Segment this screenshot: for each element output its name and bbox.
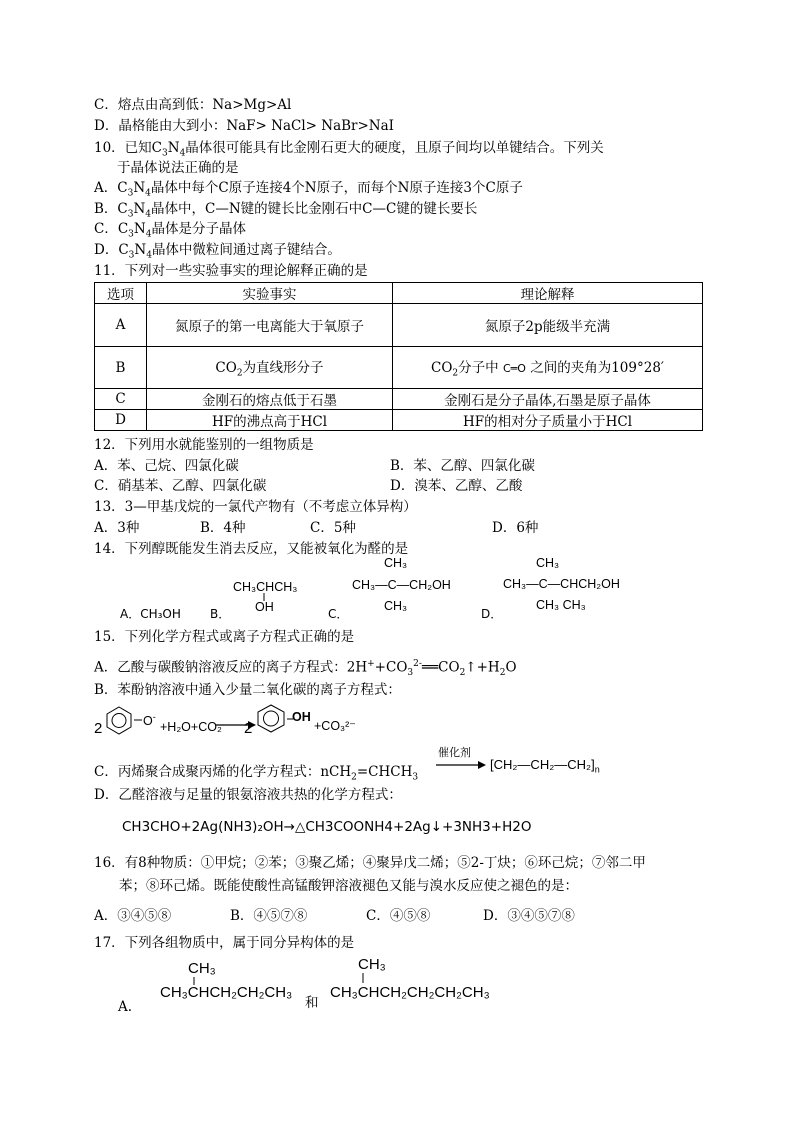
q15b-oxygen: O-	[143, 712, 156, 729]
q14-stem: 14．下列醇既能发生消去反应，又能被氧化为醛的是	[94, 541, 409, 557]
table-cell-fact: $CO_2$为直线形分子	[147, 347, 393, 389]
catalyst-label: 催化剂	[438, 747, 471, 759]
q16-option-b: B．④⑤⑦⑧	[230, 908, 308, 924]
table-row	[95, 389, 703, 410]
q14-c-top: CH₃	[384, 556, 408, 570]
q15-stem: 15．下列化学方程式或离子方程式正确的是	[94, 629, 355, 645]
q10-option-c: C．$C_3N_4$晶体是分子晶体	[94, 221, 246, 240]
q14-b-bond	[263, 593, 265, 603]
table-cell-option: A	[95, 304, 147, 347]
table-cell-reason: HF的相对分子质量小于HCl	[393, 410, 703, 431]
q12-option-c: C．硝基苯、乙醇、四氯化碳	[94, 478, 267, 494]
q10-stem-cont: 于晶体说法正确的是	[117, 160, 239, 176]
table-cell-reason: $CO_2$分子中 C═O 之间的夹角为109°28′	[393, 347, 703, 389]
q13-stem: 13．3—甲基戊烷的一氯代产物有（不考虑立体异构）	[94, 499, 417, 515]
q12-option-b: B．苯、乙醇、四氯化碳	[390, 458, 535, 474]
q14-option-d-label: D．	[481, 607, 503, 621]
q12-stem: 12．下列用水就能鉴别的一组物质是	[94, 437, 314, 453]
q15b-products: +CO₃²⁻	[314, 719, 356, 733]
q17a-right-formula: CH₃CHCH₂CH₂CH₂CH₃	[330, 984, 490, 1001]
q15-option-c: C．丙烯聚合成聚丙烯的化学方程式：$nCH_2=CHCH_3$	[94, 764, 419, 783]
table-cell-fact: 金刚石的熔点低于石墨	[147, 389, 393, 410]
q14-option-c-label: C．	[328, 607, 349, 621]
q14-b-oh: OH	[255, 600, 274, 614]
table-header-reason: 理论解释	[393, 283, 703, 304]
q15c-arrow	[436, 760, 486, 770]
q14-d-top: CH₃	[536, 556, 560, 570]
q13-option-c: C．5种	[310, 520, 356, 536]
q16-stem: 16．有8种物质：①甲烷；②苯；③聚乙烯；④聚异戊二烯；⑤2-丁炔；⑥环己烷；⑦邻二甲	[94, 855, 646, 871]
q12-option-a: A．苯、己烷、四氯化碳	[94, 458, 239, 474]
q16-option-c: C．④⑤⑧	[366, 908, 431, 924]
q9-option-d: D．晶格能由大到小：NaF> NaCl> NaBr>NaI	[94, 118, 395, 134]
table-cell-fact: 氮原子的第一电离能大于氧原子	[147, 304, 393, 347]
table-cell-reason: 金刚石是分子晶体,石墨是原子晶体	[393, 389, 703, 410]
q16-option-d: D．③④⑤⑦⑧	[483, 908, 575, 924]
q17a-and: 和	[305, 995, 319, 1011]
q14-d-main: CH₃—C—CHCH₂OH	[503, 577, 620, 591]
q17a-right-branch: CH₃	[358, 956, 386, 973]
q10-option-d: D．$C_3N_4$晶体中微粒间通过离子键结合。	[94, 242, 341, 261]
q13-option-a: A．3种	[94, 520, 140, 536]
q15-option-a: A．乙酸与碳酸钠溶液反应的离子方程式：$2H^++CO_3^{2-}══CO_2↑+H_2O$	[94, 659, 517, 679]
q17a-left-formula: CH₃CHCH₂CH₂CH₃	[160, 984, 293, 1001]
q15-option-d: D．乙醛溶液与足量的银氨溶液共热的化学方程式：	[94, 787, 402, 803]
q14-c-bottom: CH₃	[384, 599, 408, 613]
q14-c-main: CH₃—C—CH₂OH	[352, 578, 451, 592]
q13-option-d: D．6种	[492, 520, 539, 536]
table-row	[95, 410, 703, 431]
q14-b-formula: CH₃CHCH₃	[233, 580, 298, 594]
benzene-ring-icon	[255, 703, 287, 733]
q17-option-a-label: A.	[118, 999, 133, 1015]
q15b-reagents: +H₂O+CO₂	[160, 720, 222, 734]
table-cell-option: C	[95, 389, 147, 410]
q10-option-b: B．$C_3N_4$晶体中，C—N键的键长比金刚石中C—C键的键长要长	[94, 201, 478, 220]
table-cell-option: B	[95, 347, 147, 389]
q16-option-a: A．③④⑤⑧	[94, 908, 172, 924]
q11-stem: 11．下列对一些实验事实的理论解释正确的是	[94, 263, 368, 279]
table-row	[95, 347, 703, 389]
q15b-coef2: 2	[244, 720, 253, 737]
q13-option-b: B．4种	[200, 520, 246, 536]
q16-stem-cont: 苯；⑧环己烯。既能使酸性高锰酸钾溶液褪色又能与溴水反应使之褪色的是：	[119, 878, 578, 894]
q14-d-bottom: CH₃ CH₃	[536, 598, 586, 612]
table-cell-option: D	[95, 410, 147, 431]
q15-option-b: B．苯酚钠溶液中通入少量二氧化碳的离子方程式：	[94, 682, 401, 698]
q17a-left-branch: CH₃	[188, 960, 216, 977]
q14-option-a: A．CH₃OH	[120, 607, 181, 621]
table-cell-reason: 氮原子2p能级半充满	[393, 304, 703, 347]
q15b-oh: OH	[292, 710, 311, 724]
q9-option-c: C．熔点由高到低：Na>Mg>Al	[94, 97, 292, 113]
co-double-bond: C═O	[502, 362, 526, 376]
q10-stem: 10．已知$C_3N_4$晶体很可能具有比金刚石更大的硬度，且原子间均以单键结合。下列关	[94, 140, 604, 159]
table-header-row	[95, 283, 703, 304]
q15b-bond	[134, 719, 142, 721]
benzene-ring-icon	[104, 705, 134, 735]
q10-option-a: A．$C_3N_4$晶体中每个C原子连接4个N原子，而每个N原子连接3个C原子	[94, 180, 523, 199]
table-row	[95, 304, 703, 347]
q15b-coef: 2	[94, 720, 103, 737]
table-header-option: 选项	[95, 283, 147, 304]
q11-table	[94, 282, 703, 431]
polymer-formula: $[CH_2—CH_2—CH_2]_n$	[490, 757, 600, 775]
q14-option-b-label: B．	[210, 607, 231, 621]
table-cell-fact: HF的沸点高于HCl	[147, 410, 393, 431]
q17-stem: 17．下列各组物质中，属于同分异构体的是	[94, 935, 355, 951]
q12-option-d: D．溴苯、乙醇、乙酸	[390, 478, 523, 494]
table-header-fact: 实验事实	[147, 283, 393, 304]
q15d-equation: CH3CHO+2Ag(NH3)₂OH→△CH3COONH4+2Ag↓+3NH3+H2O	[122, 819, 532, 835]
q17a-right-bond	[362, 973, 364, 983]
